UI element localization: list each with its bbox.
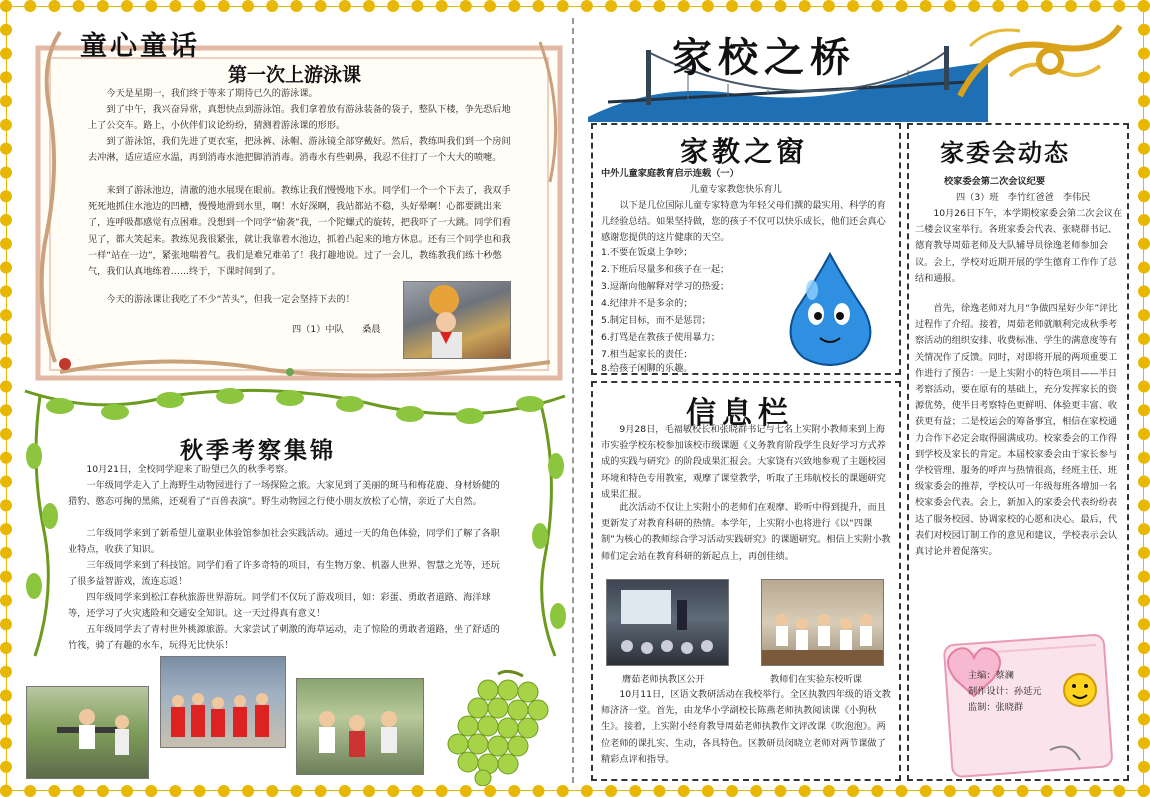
jiajiao-item: 3.逗渐向他解释对学习的热爱； [601,281,730,292]
jiajiao-subtitle: 中外儿童家庭教育启示连载（一） [601,168,739,179]
paragraph: 今天的游泳课让我吃了不少“苦头”，但我一定会坚持下去的！ [106,294,355,305]
credit-supervisor: 监制：张晓群 [968,702,1024,713]
xinxi-paragraph: 此次活动不仅让上实附小的老师们在观摩、聆听中得到提升，而且更新发了对教育科研的热情。本学年，上实附小也将进行《以“四课制”为核心的教师综合学习活动实践研究》的课题研究。相信上实附小教师们定会站在教育科研的新起点上，再创佳绩。 [601,502,891,562]
jiajiao-item: 4.纪律并不是多余的； [601,298,693,309]
xinxi-paragraph: 10月11日，区语文教研活动在我校举行。全区执教四年级的语文教师济济一堂。首先，由龙华小学副校长陈燕老师执教阅读课《小狗秋生》。接着，上实附小经育教导周茹老师执教作文评改课《吹泡泡》。两位老师的课扎实、生动，各具特色。区教研员闵晓立老师对两节课做了精彩点评和指导。 [601,689,891,765]
signature: 四（1）中队 桑晨 [292,324,381,335]
xinxi-paragraph: 9月28日，毛福敏校长和张晓群书记与七名上实附小教师来到上海市实验学校东校参加该校市级课题《义务教育阶段学生良好学习方式养成的实践与研究》的阶段成果汇报会。大家饶有兴致地参观了主题校园环境和特色专用教室，观摩了课堂教学，听取了王玮航校长的课题研究成果汇报。 [601,424,886,500]
section-title-tongxin: 童心童话 [80,31,200,62]
trip-photo-group [296,678,424,775]
photo-caption: 膺茹老师执教区公开 [622,674,705,685]
section-title-qiuji: 秋季考察集锦 [180,437,336,464]
paragraph: 10月21日，全校同学迎来了盼望已久的秋季考察。 [86,464,294,475]
photo-caption: 教师们在实验东校听课 [770,674,862,685]
water-drop-mascot [782,250,878,366]
jiawei-paragraph: 10月26日下午，本学期校家委会第二次会议在二楼会议室举行。各班家委会代表、张晓群书记、德育教导周茹老师及大队辅导员徐逸老师参加会议。会上，学校对近期开展的学生德育工作作了总结和通报。 [915,208,1123,284]
jiajiao-item: 8.给孩子闲聊的乐趣。 [601,363,693,374]
paragraph: 今天是星期一，我们终于等来了期待已久的游泳课。 [106,88,318,99]
paragraph: 四年级同学来到松江春秋旅游世界游玩。同学们不仅玩了游戏项目，如：彩蛋、勇敢者道路、海洋球等，还学习了火灾逃险和交通安全知识。这一天过得真有意义！ [68,592,491,620]
jiajiao-center-line: 儿童专家教您快乐育儿 [690,184,782,195]
paragraph: 二年级同学来到了新希望儿童职业体验馆参加社会实践活动。通过一天的角色体验，同学们了解了各职业特点，收获了知识。 [68,528,500,556]
credit-producer: 制作设计：孙延元 [968,686,1042,697]
trip-photo-swings [26,686,149,779]
gold-swirl-decoration [950,16,1130,116]
paragraph: 到了游泳馆，我们先进了更衣室，把泳裤、泳帽、游泳镜全部穿戴好。然后，教练叫我们到一个房间去冲淋，适应适应水温，再到消毒水池把脚消消毒。消毒水有些刺鼻，我忍不住打了一个大大的喷嚏。 [88,136,511,164]
trip-photo-kids-red [160,656,286,748]
paragraph: 一年级同学走入了上海野生动物园进行了一场探险之旅。大家见到了美丽的斑马和梅花鹿、身材娇健的猎豹、憨态可掬的黑熊，还观看了“百兽表演”。野生动物园之行使小朋友放松了心情，亲近了大自然。 [68,480,500,508]
jiajiao-item: 2.下班后尽量多和孩子在一起； [601,264,730,275]
classroom-photo-2 [761,579,884,666]
grapes-decoration [428,668,568,786]
jiajiao-intro: 以下是几位国际儿童专家特意为年轻父母们撰的最实用、科学的育儿经验总结。如果坚持做，您的孩子不仅可以快乐成长，他们还会真心感谢您提供的这片健康的天空。 [601,200,886,244]
jiawei-paragraph: 首先，徐逸老师对九月“争做四星好少年”评比过程作了介绍。接着，周茹老师就顺利完成秋季考察活动的组织安排、收费标准、学生的满意度等有关情况作了反馈。同时，对即将开展的两项重要工作进行了预告：一是上实附小的特色项目——半日考察活动，要在原有的基础上，充分发挥家长的资源优势，使半日考察特色更鲜明、体验更丰富、收获更有益；二是校运会的筹备事宜，相信在家校通力合作下必定会取得圆满成功。校家委会的工作得到学校及家长的肯定。本届校家委会由于家长参与学校管理、服务的呼声与热情很高，经班主任、班级家委会的推荐，学校认可一年级每班各增加一名校家委会代表。会上，新加入的家委会代表纷纷表达了服务校园、协调家校的心愿和决心。最后，代表们对校园订制工作的意见和建议，学校表示会认真讨论并着促落实。 [915,303,1118,558]
jiajiao-item: 5.制定目标，而不是惩罚； [601,315,711,326]
xinxi-title: 信息栏 [686,396,794,431]
paragraph: 三年级同学来到了科技馆。同学们看了许多奇特的项目，有生物万象、机器人世界、智慧之光等，还玩了很多益智游戏，流连忘返！ [68,560,500,588]
column-divider [572,18,574,783]
jiawei-reporter: 四（3）班 李竹红爸爸 李伟民 [956,192,1091,203]
jiawei-subtitle: 校家委会第二次会议纪要 [944,176,1046,187]
paragraph: 五年级同学去了青村世外桃源旅游。大家尝试了刺激的海草运动，走了惊险的勇敢者道路，坐了舒适的竹筏，骑了有趣的水车，玩得无比快乐！ [68,624,500,652]
paragraph: 来到了游泳池边，清澈的池水展现在眼前。教练让我们慢慢地下水。同学们一个一个下去了，我双手死死地抓住水池边的凹槽，慢慢地滑到水里，啊！水好深啊，我站都站不稳，头好晕啊！心都要跳出来了，连呼吸都感觉有点困难。没想到一个同学“偷袭”我，一个陀螺式的旋转，把我吓了一大跳。同学们看见了，都大笑起来。教练见我很紧张，就让我靠着水池边，抓着凸起来的地方休息。还有三个同学也和我一样“站在一边”，紧张地喘着气。我们是难兄难弟了！我打趣地说。过了一会儿，教练教我们练十秒憋气，我们认真地练着……终于，下课时间到了。 [88,185,511,278]
jiawei-title: 家委会动态 [940,138,1070,167]
jiajiao-title: 家教之窗 [680,135,809,168]
jiajiao-item: 1.不要在饭桌上争吵； [601,247,693,258]
student-photo [403,281,511,359]
paragraph: 到了中午，我兴奋异常，真想快点到游泳馆。我们拿着放有游泳装备的袋子，整队下楼，争先恐后地上了公交车。路上，小伙伴们议论纷纷，猜测着游泳课的形形。 [88,104,511,132]
newspaper-title: 家校之桥 [672,34,856,81]
classroom-photo-1 [606,579,729,666]
jiajiao-item: 6.打骂是在教孩子使用暴力； [601,332,721,343]
credit-editor: 主编：蔡澜 [968,670,1014,681]
jiajiao-item: 7.相当起家长的责任； [601,349,693,360]
article-title: 第一次上游泳课 [228,64,362,86]
